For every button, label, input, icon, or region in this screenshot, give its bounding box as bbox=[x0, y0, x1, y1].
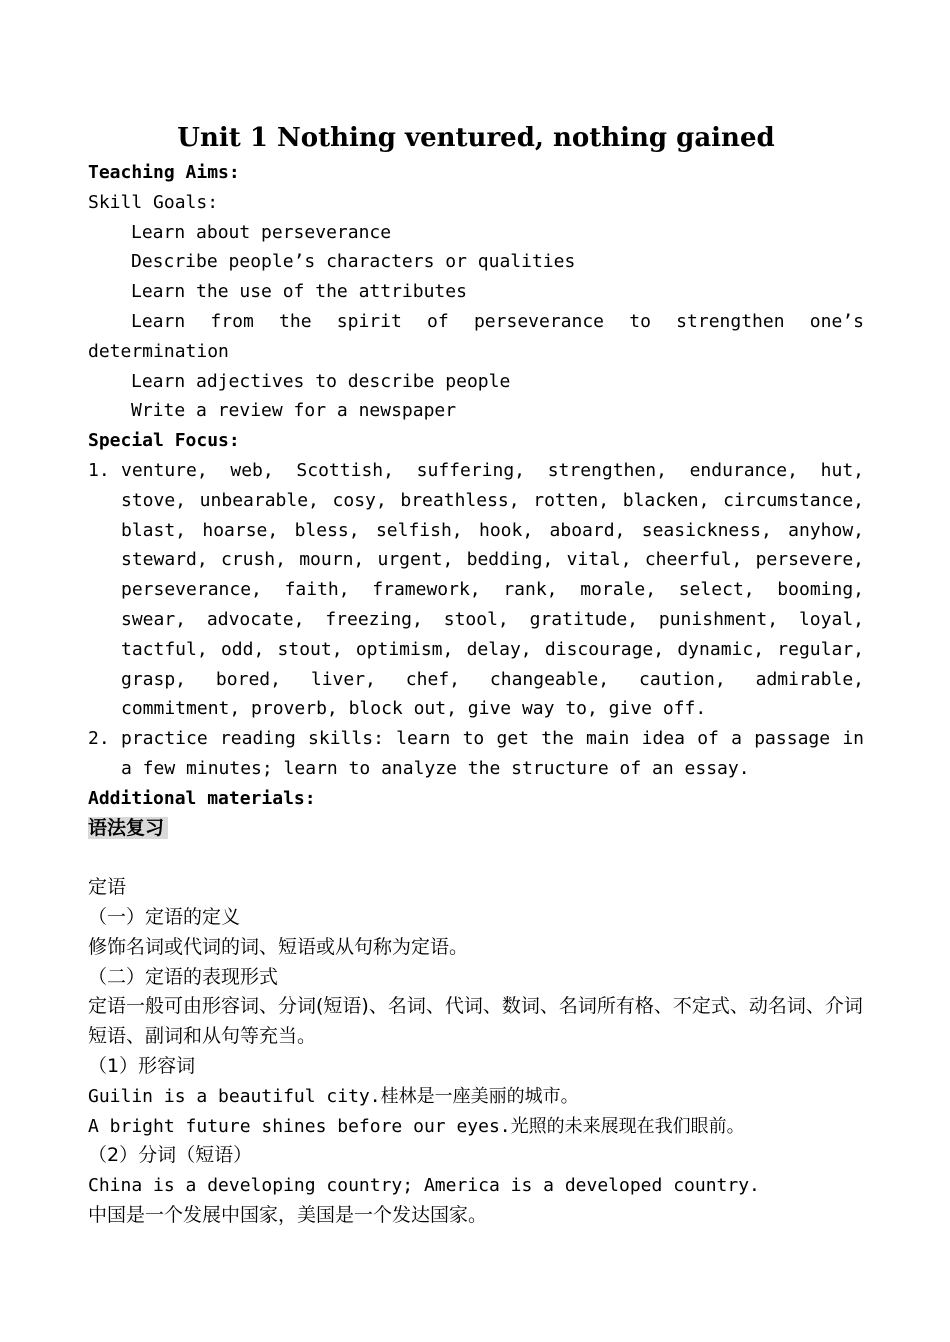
grammar-paragraph: 定语一般可由形容词、分词(短语)、名词、代词、数词、名词所有格、不定式、动名词、介词短语、副词和从句等充当。 bbox=[88, 995, 863, 1048]
skill-goal-item: Write a review for a newspaper bbox=[131, 400, 457, 422]
special-focus-label: Special Focus: bbox=[88, 430, 240, 452]
example-sentence: A bright future shines before our eyes.光照的未来展现在我们眼前。 bbox=[88, 1115, 745, 1137]
grammar-review-heading: 语法复习 bbox=[88, 817, 168, 839]
grammar-line: 修饰名词或代词的词、短语或从句称为定语。 bbox=[88, 935, 469, 958]
focus-item bbox=[88, 456, 864, 724]
example-sentence: Guilin is a beautiful city.桂林是一座美丽的城市。 bbox=[88, 1085, 579, 1107]
grammar-line: （一）定语的定义 bbox=[88, 905, 241, 928]
grammar-line: （二）定语的表现形式 bbox=[88, 965, 279, 988]
focus-item-text: venture, web, Scottish, suffering, strengthen, endurance, hut, stove, unbearable, cosy, breathless, rotten, blacken, circumstance, blast, hoarse, bless, selfish, hook, aboard, seasickness, anyhow, steward, crush, mourn, urgent, bedding, vital, cheerful, persevere, perseverance, faith, framework, rank, morale, select, booming, swear, advocate, freezing, stool, gratitude, punishment, loyal, tactful, odd, stout, optimism, delay, discourage, dynamic, regular, grasp, bored, liver, chef, changeable, caution, admirable, commitment, proverb, block out, give way to, give off. bbox=[121, 459, 864, 720]
focus-item-text: practice reading skills: learn to get the main idea of a passage in a few minutes; learn to analyze the structure of an essay. bbox=[121, 728, 864, 779]
focus-item-number: 2. bbox=[88, 728, 110, 750]
skill-goal-item: Learn adjectives to describe people bbox=[131, 370, 511, 392]
skill-goal-item: Learn from the spirit of perseverance to strengthen one’s bbox=[131, 310, 864, 332]
skill-goal-item: Describe people’s characters or qualities bbox=[131, 251, 576, 273]
example-sentence: China is a developing country; America is a developed country. bbox=[88, 1175, 760, 1197]
teaching-aims-label: Teaching Aims: bbox=[88, 162, 240, 183]
special-focus-list bbox=[88, 456, 864, 784]
grammar-line: （2）分词（短语） bbox=[88, 1144, 253, 1167]
document-page bbox=[88, 118, 864, 1231]
grammar-line: 定语 bbox=[88, 876, 127, 899]
focus-item bbox=[88, 724, 864, 784]
skill-goal-item: Learn the use of the attributes bbox=[131, 281, 467, 303]
grammar-line: （1）形容词 bbox=[88, 1054, 196, 1077]
skill-goal-item-continued: determination bbox=[88, 340, 229, 362]
skill-goal-item: Learn about perseverance bbox=[131, 221, 392, 243]
skill-goals-label: Skill Goals: bbox=[88, 191, 219, 213]
blank-line bbox=[88, 843, 864, 873]
additional-materials-label: Additional materials: bbox=[88, 787, 316, 809]
example-translation: 中国是一个发展中国家，美国是一个发达国家。 bbox=[88, 1203, 488, 1226]
page-title: Unit 1 Nothing ventured, nothing gained bbox=[177, 123, 775, 153]
focus-item-number: 1. bbox=[88, 459, 110, 481]
